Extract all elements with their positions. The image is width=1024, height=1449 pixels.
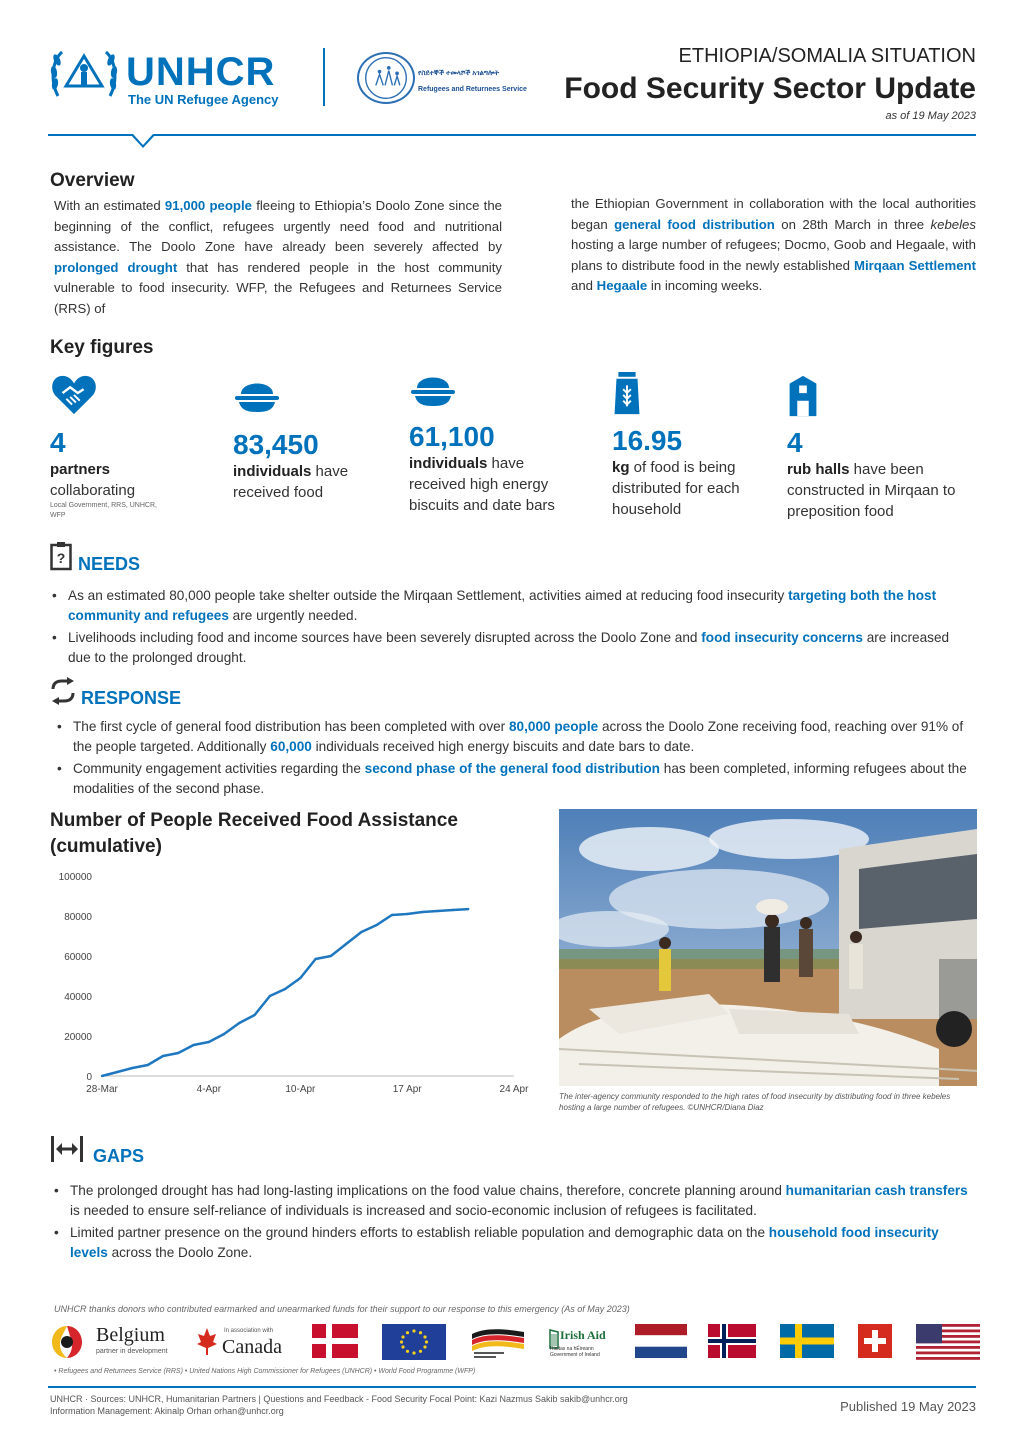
- logo-divider: [323, 48, 325, 106]
- overview-highlight: Mirqaan Settlement: [853, 257, 976, 273]
- data-point: [360, 931, 362, 933]
- key-figure-partners: [50, 372, 220, 521]
- key-figure-bold: individuals: [409, 455, 488, 472]
- key-figure-kg: [612, 372, 782, 520]
- footer-contact-line: Information Management: Akinalp Orhan orhan@unhcr.org: [50, 1406, 284, 1416]
- data-point: [269, 995, 271, 997]
- key-figure-text: have received high energy biscuits and date bars: [409, 455, 555, 514]
- key-figure-label: [787, 459, 987, 522]
- bullet-text: Community engagement activities regarding the: [73, 761, 365, 776]
- switzerland-flag-icon: [858, 1324, 892, 1358]
- key-figure-label: [233, 461, 363, 503]
- overview-highlight: prolonged drought: [54, 259, 178, 275]
- rrs-name-english: Refugees and Returnees Service: [418, 86, 527, 93]
- german-cooperation-logo-icon: [470, 1324, 526, 1360]
- overview-highlight: 91,000 people: [164, 198, 252, 213]
- photo-caption: The inter-agency community responded to the high rates of food insecurity by distributing food in three kebeles hosting a large number of refugees. ©UNHCR/Diana Diaz: [559, 1092, 951, 1112]
- y-tick-label: 60000: [64, 952, 92, 963]
- bullet-highlight: targeting both the host community and refugees: [68, 588, 937, 623]
- unhcr-emblem-icon: [48, 46, 120, 104]
- data-point: [162, 1055, 164, 1057]
- x-tick-label: 24 Apr: [499, 1084, 529, 1095]
- bullet-text: Limited partner presence on the ground hinders efforts to establish reliable population and demographic data on the: [70, 1225, 769, 1240]
- rrs-name-amharic: የስደተኞች ተመላሾች አገልግሎት: [418, 70, 500, 77]
- bullet-highlight: humanitarian cash transfers: [785, 1183, 968, 1198]
- list-item: [55, 717, 975, 756]
- y-tick-label: 0: [86, 1072, 92, 1083]
- chart-title: Number of People Received Food Assistance (cumulative): [50, 810, 458, 857]
- key-figure-rubhalls: [787, 374, 957, 522]
- overview-text: fleeing to Ethiopia’s Doolo Zone since the beginning of the conflict, refugees urgently need food and nutritional assistance. The Doolo Zone have already been severely affected by: [54, 198, 502, 255]
- as-of-date: as of 19 May 2023: [885, 110, 976, 122]
- usa-flag-icon: [916, 1324, 980, 1360]
- data-point: [253, 1014, 255, 1016]
- bullet-highlight: second phase of the general food distribution: [364, 761, 660, 776]
- data-point: [131, 1067, 133, 1069]
- data-point: [192, 1044, 194, 1046]
- list-item: [50, 586, 974, 625]
- netherlands-flag-icon: [635, 1324, 687, 1358]
- key-figure-food: [233, 372, 403, 503]
- key-figure-number: 61,100: [409, 421, 495, 452]
- data-point: [314, 958, 316, 960]
- series-line: [102, 909, 468, 1076]
- clipboard-question-icon: [50, 541, 72, 571]
- data-point: [330, 955, 332, 957]
- overview-highlight: general food distribution: [614, 216, 775, 232]
- key-figure-bold: kg: [612, 459, 630, 476]
- key-figure-label: [50, 459, 160, 501]
- bullet-text: across the Doolo Zone receiving food, reaching over 91% of the people targeted. Additionally: [73, 719, 964, 754]
- list-item: [50, 628, 974, 667]
- eu-ethiopia-logo-icon: [50, 1324, 84, 1360]
- key-figure-bold: rub halls: [787, 461, 850, 478]
- data-point: [116, 1071, 118, 1073]
- y-tick-label: 20000: [64, 1032, 92, 1043]
- food-bowl-icon: [233, 372, 281, 416]
- response-arrows-icon: [50, 677, 76, 705]
- gap-arrows-icon: [50, 1136, 84, 1162]
- bullet-text: Livelihoods including food and income sources have been severely disrupted across the Doolo Zone and: [68, 630, 702, 645]
- footer-sources: [50, 1393, 628, 1417]
- list-item: [52, 1223, 974, 1262]
- canada-logo-sub: In association with: [224, 1328, 274, 1334]
- unhcr-wordmark: UNHCR: [126, 50, 276, 94]
- needs-heading: NEEDS: [78, 554, 141, 574]
- page-title: Food Security Sector Update: [564, 72, 976, 105]
- overview-text: in incoming weeks.: [647, 278, 763, 294]
- overview-text: With an estimated: [54, 198, 165, 213]
- belgium-logo-text: Belgium: [96, 1324, 165, 1346]
- footer-rule: [48, 1386, 976, 1388]
- data-point: [467, 908, 469, 910]
- denmark-flag-icon: [312, 1324, 358, 1358]
- overview-text: that has rendered people in the host community vulnerable to food insecurity. WFP, the Refugees and Returnees Service (RRS) of: [54, 259, 502, 316]
- overview-text: the Ethiopian Government in collaboration with the local authorities began: [571, 196, 976, 232]
- header-notch-inner: [133, 134, 153, 145]
- data-point: [437, 910, 439, 912]
- bullet-text: are increased due to the prolonged drought.: [68, 630, 950, 665]
- overview-text-right: [571, 194, 976, 297]
- bullet-highlight: food insecurity concerns: [701, 630, 863, 645]
- overview-text: and: [571, 278, 597, 294]
- overview-text: on 28th March in three: [774, 216, 931, 232]
- overview-italic: kebeles: [930, 216, 976, 232]
- bullet-highlight: 60,000: [270, 738, 312, 754]
- data-point: [421, 911, 423, 913]
- key-figure-bold: partners: [50, 461, 111, 478]
- key-figure-note: Local Government, RRS, UNHCR, WFP: [50, 502, 157, 519]
- bullet-text: are urgently needed.: [228, 607, 358, 623]
- data-point: [452, 909, 454, 911]
- bullet-text: The first cycle of general food distribution has been completed with over: [73, 719, 509, 734]
- list-item: [52, 1181, 974, 1220]
- y-tick-label: 40000: [64, 992, 92, 1003]
- bullet-text: across the Doolo Zone.: [107, 1244, 253, 1260]
- key-figure-number: 4: [787, 427, 803, 458]
- data-point: [177, 1052, 179, 1054]
- bullet-text: The prolonged drought has had long-lasting implications on the food value chains, therefore, concrete planning around: [70, 1183, 786, 1198]
- overview-highlight: Hegaale: [596, 278, 648, 294]
- key-figure-bold: individuals: [233, 463, 312, 480]
- key-figure-text: of food is being distributed for each household: [612, 459, 740, 518]
- sweden-flag-icon: [780, 1324, 834, 1358]
- overview-text-left: [54, 196, 502, 320]
- x-tick-label: 10-Apr: [285, 1084, 316, 1095]
- key-figure-biscuits: [409, 366, 579, 516]
- key-figure-number: 4: [50, 427, 66, 458]
- data-point: [208, 1041, 210, 1043]
- key-figures-heading: Key figures: [50, 337, 154, 358]
- bullet-text: As an estimated 80,000 people take shelter outside the Mirqaan Settlement, activities aimed at reducing food insecurity: [68, 588, 789, 603]
- data-point: [406, 913, 408, 915]
- grain-sack-icon: [612, 372, 642, 416]
- belgium-logo-sub: partner in development: [96, 1348, 168, 1355]
- footer-sources-line: UNHCR · Sources: UNHCR, Humanitarian Partners | Questions and Feedback - Food Security Focal Point: Kazi Nazmus Sakib sakib@unhcr.org: [50, 1394, 628, 1404]
- key-figure-label: [409, 453, 579, 516]
- key-figure-number: 16.95: [612, 425, 683, 456]
- irish-aid-logo-text: Irish Aid: [560, 1328, 606, 1342]
- response-heading: RESPONSE: [81, 688, 182, 708]
- data-point: [101, 1075, 103, 1077]
- needs-list: [50, 586, 974, 670]
- donors-footnote: • Refugees and Returnees Service (RRS) • United Nations High Commissioner for Refugees (UNHCR) • World Food Programme (WFP): [54, 1368, 476, 1375]
- data-point: [284, 988, 286, 990]
- data-point: [391, 914, 393, 916]
- data-point: [345, 943, 347, 945]
- y-tick-label: 80000: [64, 912, 92, 923]
- canada-logo-text: Canada: [222, 1336, 282, 1358]
- data-point: [375, 924, 377, 926]
- rrs-logo-icon: [357, 52, 415, 104]
- bullet-highlight: household food insecurity levels: [70, 1225, 939, 1260]
- key-figure-text: have been constructed in Mirqaan to preposition food: [787, 461, 956, 520]
- eu-flag-icon: [382, 1324, 446, 1360]
- unhcr-tagline: The UN Refugee Agency: [128, 92, 279, 107]
- norway-flag-icon: [708, 1324, 756, 1358]
- maple-leaf-icon: [196, 1326, 218, 1356]
- warehouse-icon: [787, 374, 819, 418]
- y-tick-label: 100000: [58, 872, 92, 883]
- published-date: Published 19 May 2023: [840, 1399, 976, 1414]
- bullet-text: is needed to ensure self-reliance of individuals is increased and socio-economic inclusion of refugees is facilitated.: [70, 1202, 757, 1218]
- donors-note: UNHCR thanks donors who contributed earmarked and unearmarked funds for their support to our response to this emergency (As of May 2023): [54, 1304, 630, 1314]
- key-figure-text: have received food: [233, 463, 349, 501]
- x-tick-label: 28-Mar: [86, 1084, 118, 1095]
- x-tick-label: 17 Apr: [392, 1084, 422, 1095]
- data-point: [223, 1033, 225, 1035]
- gaps-heading: GAPS: [93, 1146, 145, 1166]
- key-figure-number: 83,450: [233, 429, 319, 460]
- irish-aid-logo-sub: Rialtas na hÉireann Government of Ireland: [550, 1346, 600, 1358]
- data-point: [238, 1022, 240, 1024]
- donor-logos: [50, 1322, 980, 1364]
- overview-text: hosting a large number of refugees; Docmo, Goob and Hegaale, with plans to distribute food in the newly established: [571, 237, 976, 273]
- situation-title: ETHIOPIA/SOMALIA SITUATION: [678, 45, 976, 67]
- bullet-highlight: 80,000 people: [509, 719, 599, 734]
- bullet-text: individuals received high energy biscuits and date bars to date.: [311, 738, 695, 754]
- bullet-text: has been completed, informing refugees about the modalities of the second phase.: [73, 761, 967, 796]
- food-bowl-icon: [409, 366, 457, 410]
- handshake-heart-icon: [50, 372, 98, 416]
- header-rule: [48, 134, 976, 136]
- gaps-list: [52, 1181, 974, 1265]
- food-assistance-line-chart: [44, 862, 544, 1102]
- list-item: [55, 759, 975, 798]
- svg-text:?: ?: [56, 550, 66, 566]
- data-point: [147, 1064, 149, 1066]
- x-tick-label: 4-Apr: [196, 1084, 222, 1095]
- key-figure-text: collaborating: [50, 482, 136, 499]
- food-distribution-photo: [559, 809, 977, 1086]
- response-list: [55, 717, 975, 801]
- key-figure-label: [612, 457, 767, 520]
- data-point: [299, 977, 301, 979]
- overview-heading: Overview: [50, 170, 135, 191]
